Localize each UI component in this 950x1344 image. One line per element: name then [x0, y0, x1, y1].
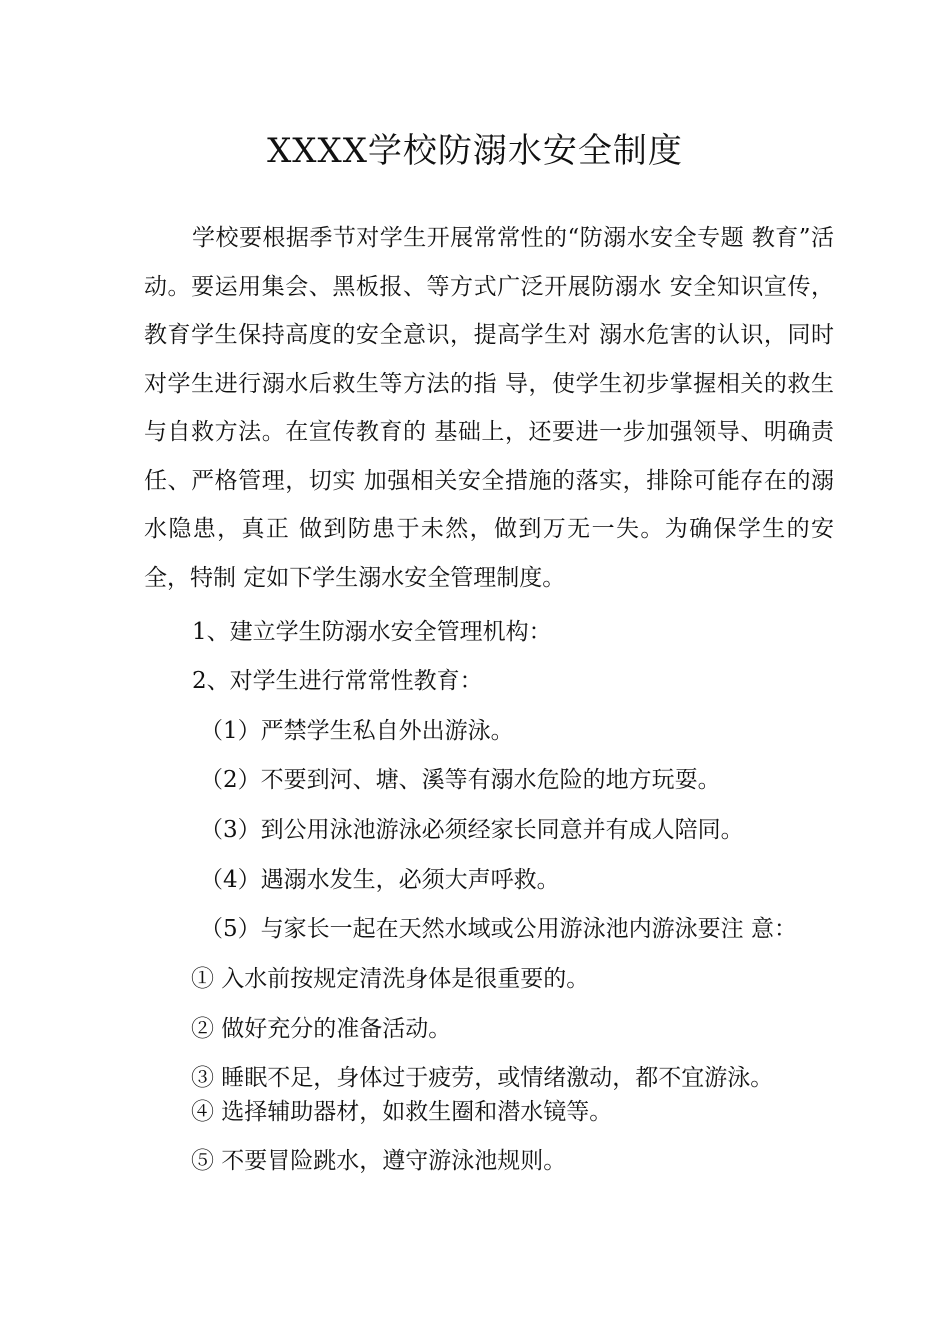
sub-list-item: （1）严禁学生私自外出游泳。 [200, 718, 514, 744]
circled-list-item: ⑤ 不要冒险跳水，遵守游泳池规则。 [191, 1148, 567, 1174]
intro-paragraph: 学校要根据季节对学生开展常常性的“防溺水安全专题 教育”活动。要运用集会、黑板报、等方式广泛开展防溺水 安全知识宣传，教育学生保持高度的安全意识，提高学生对 溺水危害的认识，同时对学生进行溺水后救生等方法的指 导，使学生初步掌握相关的救生与自救方法。在宣传教育的 基础上，还要进一步加强领导、明确责任、严格管理，切实 加强相关安全措施的落实，排除可能存在的溺水隐患，真正 做到防患于未然，做到万无一失。为确保学生的安全，特制 定如下学生溺水安全管理制度。 [144, 225, 834, 591]
circled-list-item: ④ 选择辅助器材，如救生圈和潜水镜等。 [191, 1099, 613, 1125]
sub-list-item: （4）遇溺水发生，必须大声呼救。 [200, 867, 560, 893]
document-title: XXXX学校防溺水安全制度 [267, 131, 683, 171]
circled-list-item: ③ 睡眠不足，身体过于疲劳，或情绪激动，都不宜游泳。 [191, 1065, 774, 1091]
list-item: 1、建立学生防溺水安全管理机构： [192, 619, 552, 645]
sub-list-item: （3）到公用泳池游泳必须经家长同意并有成人陪同。 [200, 817, 744, 843]
list-item: 2、对学生进行常常性教育： [192, 668, 483, 694]
sub-list-item: （2）不要到河、塘、溪等有溺水危险的地方玩耍。 [200, 767, 721, 793]
circled-list-item: ① 入水前按规定清洗身体是很重要的。 [191, 966, 590, 992]
circled-list-item: ② 做好充分的准备活动。 [191, 1016, 452, 1042]
sub-list-item: （5）与家长一起在天然水域或公用游泳池内游泳要注 意： [200, 916, 797, 942]
